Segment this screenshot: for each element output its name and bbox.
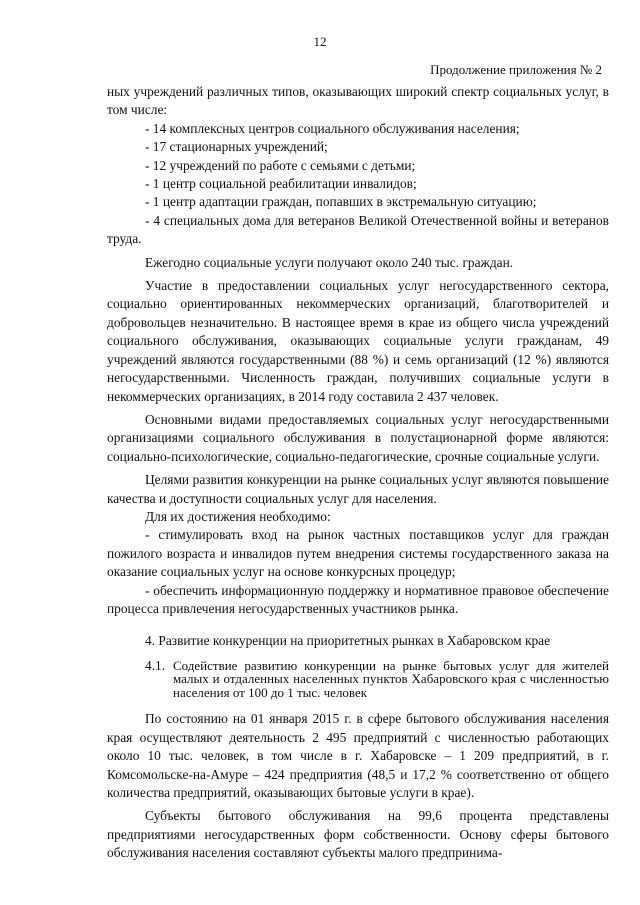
- needed-paragraph: Для их достижения необходимо:: [145, 508, 331, 524]
- continuation-label: Продолжение приложения № 2: [430, 62, 602, 77]
- page-number: 12: [313, 34, 327, 49]
- participation-paragraph: Участие в предоставлении социальных услуг негосударственного сектора, социально ориентированных некоммерческих организаций, благотворителей и добровольцев незначительно. В настоящее время в крае из общего числа учреждений социального обслуживания, оказывающих социальные услуги гражданам, 49 учреждений являются государственными (88 %) и семь организаций (12 %) являются негосударственными. Численность граждан, получивших социальные услуги в некоммерческих организациях, в 2014 году составила 2 437 человек.: [107, 278, 609, 404]
- subsection-heading: [107, 659, 609, 700]
- subsection-title: Содействие развитию конкуренции на рынке бытовых услуг для жителей малых и отдаленных населенных пунктов Хабаровского края с численностью населения от 100 до 1 тыс. человек: [173, 657, 609, 700]
- document-body: [107, 83, 609, 863]
- measure-item: - стимулировать вход на рынок частных поставщиков услуг для граждан пожилого возраста и инвалидов путем внедрения системы государственного заказа на оказание социальных услуг на основе конкурсных процедур;: [107, 527, 609, 580]
- service-types-paragraph: Основными видами предоставляемых социальных услуг негосударственными организациями социального обслуживания в полустационарной форме являются: социально-психологические, социально-педагогические, срочные социальные услуги.: [107, 411, 609, 464]
- list-item: - 1 центр социальной реабилитации инвалидов;: [145, 176, 417, 192]
- measure-item: - обеспечить информационную поддержку и нормативное правовое обеспечение процесса привлечения негосударственных участников рынка.: [107, 582, 609, 616]
- subjects-paragraph: Субъекты бытового обслуживания на 99,6 процента представлены предприятиями негосударственных форм собственности. Основу сферы бытового обслуживания населения составляют субъекты малого предпринима-: [107, 808, 609, 861]
- annual-recipients-paragraph: Ежегодно социальные услуги получают около 240 тыс. граждан.: [145, 254, 514, 270]
- intro-paragraph: ных учреждений различных типов, оказывающих широкий спектр социальных услуг, в том числе:: [107, 84, 609, 118]
- list-item: - 4 специальных дома для ветеранов Великой Отечественной войны и ветеранов труда.: [107, 212, 609, 247]
- section-heading: 4. Развитие конкуренции на приоритетных рынках в Хабаровском крае: [145, 633, 551, 649]
- list-item: - 12 учреждений по работе с семьями с детьми;: [145, 157, 416, 173]
- state-paragraph: По состоянию на 01 января 2015 г. в сфере бытового обслуживания населения края осуществляют деятельность 2 495 предприятий с численностью работающих около 10 тыс. человек, в том числе в г. Хабаровске – 1 209 предприятий, в г. Комсомольске-на-Амуре – 424 предприятия (48,5 и 17,2 % соответственно от общего количества предприятий, оказывающих бытовые услуги в крае).: [107, 711, 609, 800]
- list-item: - 14 комплексных центров социального обслуживания населения;: [145, 120, 520, 136]
- goals-paragraph: Целями развития конкуренции на рынке социальных услуг являются повышение качества и доступности социальных услуг для населения.: [107, 472, 609, 506]
- list-item: - 17 стационарных учреждений;: [145, 139, 328, 155]
- list-item: - 1 центр адаптации граждан, попавших в экстремальную ситуацию;: [145, 194, 537, 210]
- subsection-number: 4.1.: [145, 657, 166, 673]
